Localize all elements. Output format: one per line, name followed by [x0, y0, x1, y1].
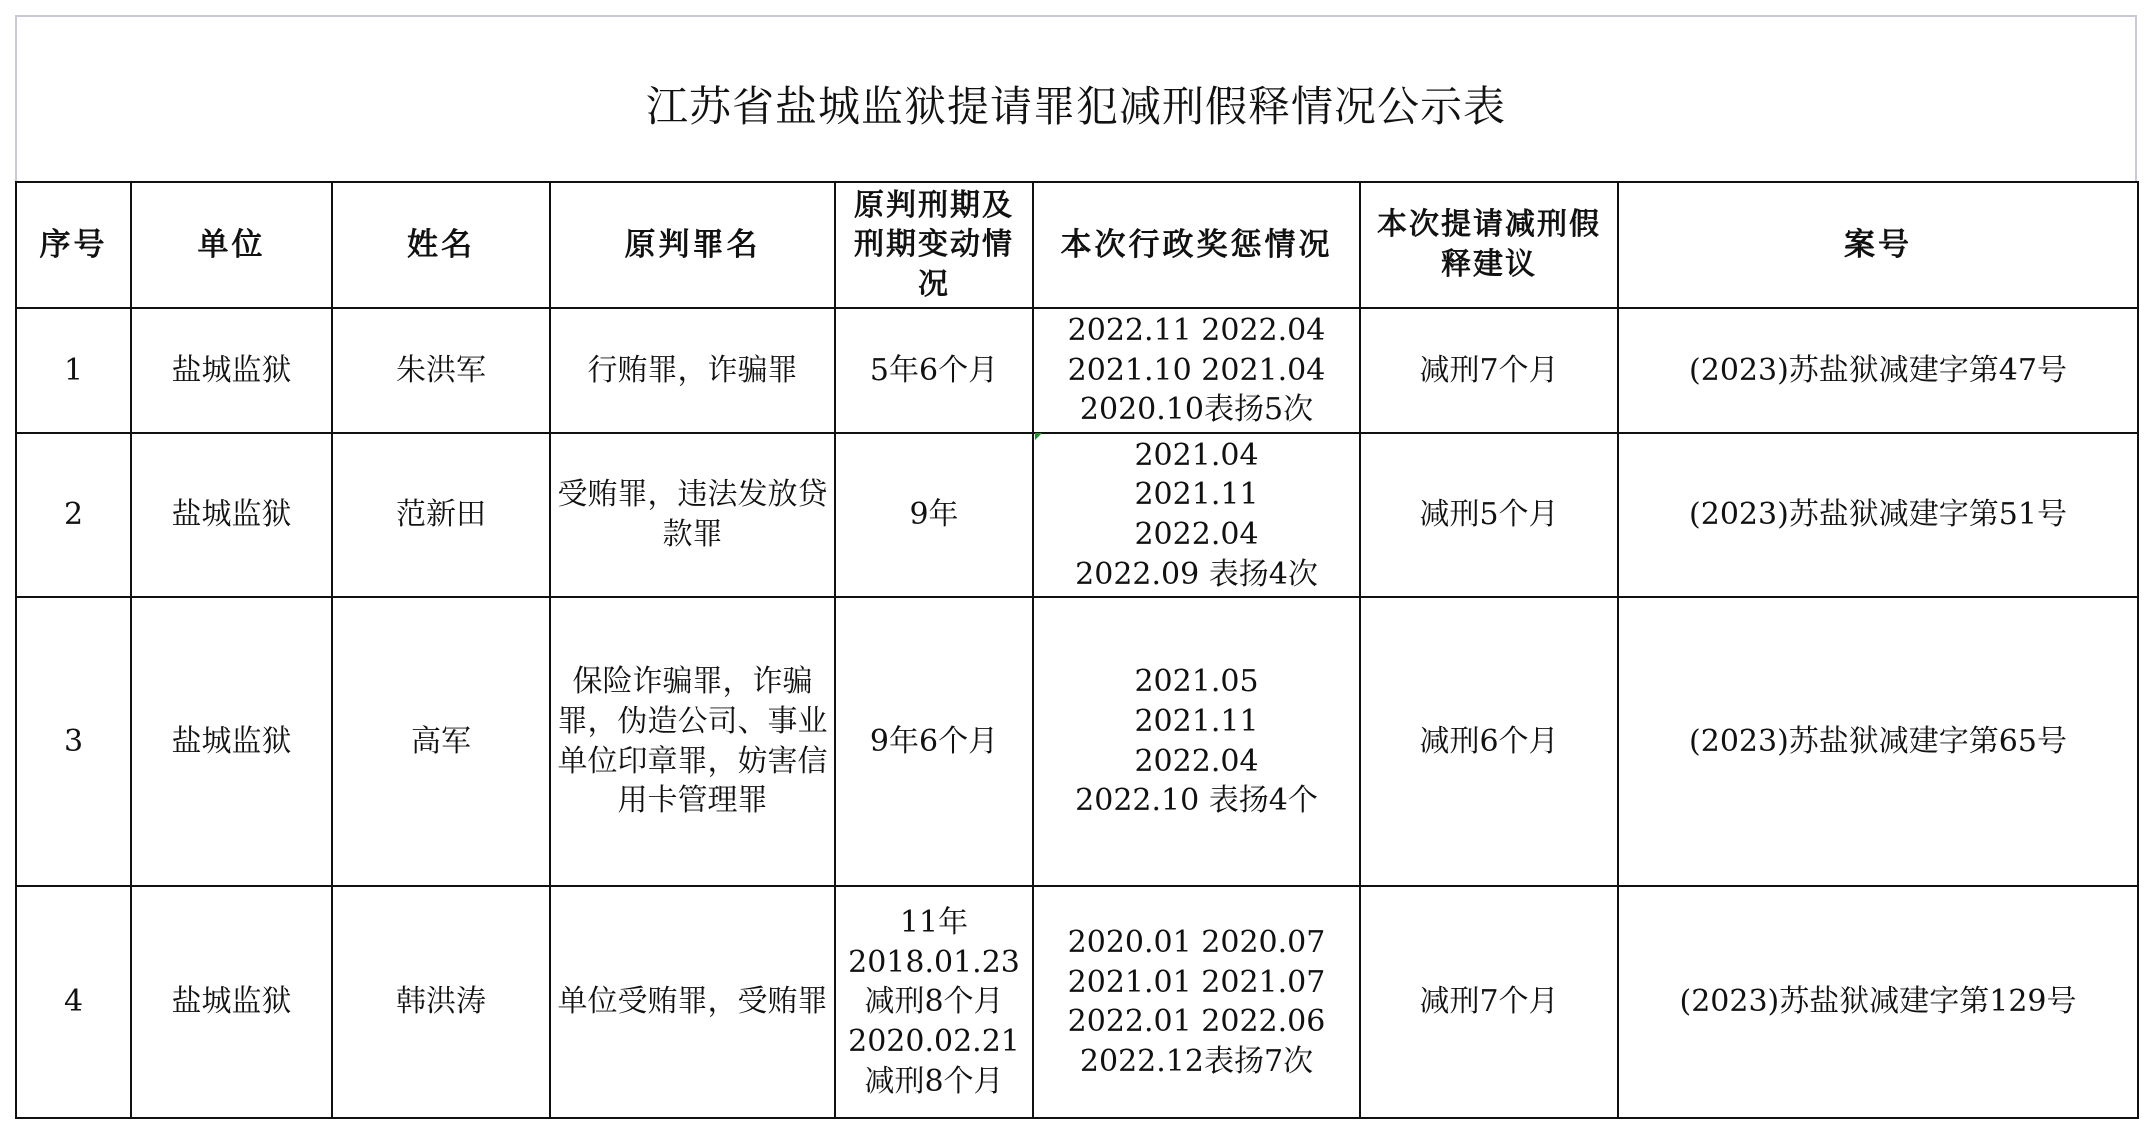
cell-proposal: 减刑5个月 — [1360, 433, 1618, 597]
page-title: 江苏省盐城监狱提请罪犯减刑假释情况公示表 — [645, 82, 1506, 131]
table-row — [16, 597, 2138, 886]
cell-term: 11年 2018.01.23减刑8个月 2020.02.21减刑8个月 — [835, 886, 1033, 1118]
cell-rewards: 2021.05 2021.11 2022.04 2022.10 表扬4个 — [1033, 597, 1360, 886]
table-row — [16, 433, 2138, 597]
cell-case-no: (2023)苏盐狱减建字第51号 — [1618, 433, 2138, 597]
title-row — [15, 15, 2137, 181]
cell-seq: 3 — [16, 597, 131, 886]
cell-seq: 4 — [16, 886, 131, 1118]
cell-term: 5年6个月 — [835, 308, 1033, 433]
cell-rewards: 2022.11 2022.04 2021.10 2021.04 2020.10表扬5次 — [1033, 308, 1360, 433]
header-name: 姓名 — [332, 182, 550, 308]
table-row — [16, 886, 2138, 1118]
header-row — [16, 182, 2138, 308]
cell-rewards: 2020.01 2020.07 2021.01 2021.07 2022.01 2022.06 2022.12表扬7次 — [1033, 886, 1360, 1118]
cell-unit: 盐城监狱 — [131, 886, 332, 1118]
cell-unit: 盐城监狱 — [131, 308, 332, 433]
notice-table — [15, 181, 2139, 1119]
cell-seq: 1 — [16, 308, 131, 433]
cell-proposal: 减刑7个月 — [1360, 886, 1618, 1118]
cell-proposal: 减刑6个月 — [1360, 597, 1618, 886]
cell-seq: 2 — [16, 433, 131, 597]
cell-unit: 盐城监狱 — [131, 433, 332, 597]
cell-unit: 盐城监狱 — [131, 597, 332, 886]
cell-term: 9年 — [835, 433, 1033, 597]
cell-name: 范新田 — [332, 433, 550, 597]
header-proposal: 本次提请减刑假释建议 — [1360, 182, 1618, 308]
cell-name: 朱洪军 — [332, 308, 550, 433]
cell-rewards: 2021.04 2021.11 2022.04 2022.09 表扬4次 — [1033, 433, 1360, 597]
cell-name: 高军 — [332, 597, 550, 886]
cell-proposal: 减刑7个月 — [1360, 308, 1618, 433]
header-seq: 序号 — [16, 182, 131, 308]
cell-crime: 保险诈骗罪，诈骗罪，伪造公司、事业单位印章罪，妨害信用卡管理罪 — [550, 597, 835, 886]
cell-name: 韩洪涛 — [332, 886, 550, 1118]
cell-crime: 行贿罪，诈骗罪 — [550, 308, 835, 433]
header-term: 原判刑期及刑期变动情况 — [835, 182, 1033, 308]
comment-marker — [1035, 433, 1042, 440]
cell-crime: 受贿罪，违法发放贷款罪 — [550, 433, 835, 597]
header-case-no: 案号 — [1618, 182, 2138, 308]
cell-crime: 单位受贿罪，受贿罪 — [550, 886, 835, 1118]
cell-case-no: (2023)苏盐狱减建字第47号 — [1618, 308, 2138, 433]
table-row — [16, 308, 2138, 433]
header-crime: 原判罪名 — [550, 182, 835, 308]
header-rewards: 本次行政奖惩情况 — [1033, 182, 1360, 308]
cell-term: 9年6个月 — [835, 597, 1033, 886]
cell-case-no: (2023)苏盐狱减建字第65号 — [1618, 597, 2138, 886]
notice-sheet — [15, 15, 2137, 1112]
header-unit: 单位 — [131, 182, 332, 308]
cell-case-no: (2023)苏盐狱减建字第129号 — [1618, 886, 2138, 1118]
